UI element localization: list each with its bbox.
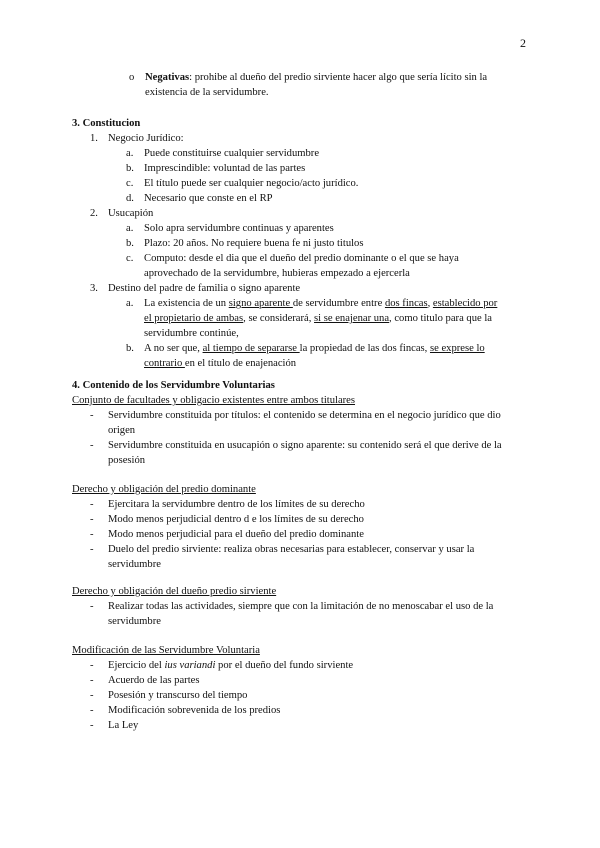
list-item — [72, 673, 528, 688]
dash-bullet: - — [90, 705, 94, 716]
list-item — [72, 703, 528, 718]
list-item — [72, 658, 528, 673]
list-text: Servidumbre constituida en usucapión o signo aparente: su contenido será el que derive de la — [108, 440, 502, 451]
list-text: Imprescindible: voluntad de las partes — [144, 163, 306, 174]
modificacion-title: Modificación de las Servidumbre Voluntaria — [72, 645, 260, 656]
list-text-continued: origen — [108, 425, 136, 436]
section-modificacion — [72, 643, 528, 733]
list-label: Destino del padre de familia o signo aparente — [108, 283, 301, 294]
list-item — [72, 296, 528, 311]
list-marker: a. — [126, 148, 134, 159]
list-marker: b. — [126, 343, 134, 354]
underlined-text: signo aparente — [228, 298, 293, 309]
text-run: en el título de enajenación — [184, 358, 297, 369]
underlined-text: al tiempo de separarse — [202, 343, 300, 354]
list-text: Puede constituirse cualquier servidumbre — [144, 148, 320, 159]
section-constitucion — [72, 116, 528, 371]
list-marker: a. — [126, 298, 134, 309]
underlined-text: si se enajenar una — [314, 313, 390, 324]
list-label: Negocio Jurídico: — [108, 133, 184, 144]
dash-bullet: - — [90, 690, 94, 701]
list-text-continued: servidumbre — [108, 616, 161, 627]
list-text-continued — [72, 356, 528, 371]
list-text-continued — [72, 311, 528, 326]
section-predio-sirviente — [72, 584, 528, 629]
section-contenido — [72, 378, 528, 468]
list-text: Servidumbre constituida por títulos: el contenido se determina en el negocio jurídico que dio — [108, 410, 501, 421]
list-text: Realizar todas las actividades, siempre que con la limitación de no menoscabar el uso de la — [108, 601, 494, 612]
list-label: Usucapión — [108, 208, 154, 219]
list-number: 1. — [90, 133, 98, 144]
dash-bullet: - — [90, 544, 94, 555]
list-text: El título puede ser cualquier negocio/acto jurídico. — [144, 178, 359, 189]
text-run: A no ser que, — [144, 343, 203, 354]
dash-bullet: - — [90, 601, 94, 612]
list-text: Duelo del predio sirviente: realiza obras necesarias para establecer, conservar y usar la — [108, 544, 475, 555]
list-item — [72, 161, 528, 176]
list-item — [72, 251, 528, 266]
list-text: Acuerdo de las partes — [108, 675, 200, 686]
list-item — [72, 281, 528, 296]
list-item — [72, 512, 528, 527]
negativas-term: Negativas — [145, 72, 190, 83]
text-run: , se considerará, — [243, 313, 315, 324]
list-item — [72, 718, 528, 733]
dash-bullet: - — [90, 529, 94, 540]
text-run: , — [427, 298, 433, 309]
list-text: Ejercitara la servidumbre dentro de los límites de su derecho — [108, 499, 365, 510]
dash-bullet: - — [90, 499, 94, 510]
italic-text: ius variandi — [164, 660, 216, 671]
list-text-continued: servidumbre — [108, 559, 161, 570]
list-item — [72, 599, 528, 614]
list-item — [72, 688, 528, 703]
dash-bullet: - — [90, 440, 94, 451]
list-text-continued: servidumbre continúe, — [144, 328, 239, 339]
list-text: Modo menos perjudicial para el dueño del predio dominante — [108, 529, 364, 540]
list-text: Modo menos perjudicial dentro d e los límites de su derecho — [108, 514, 364, 525]
list-text: Modificación sobrevenida de los predios — [108, 705, 281, 716]
list-item — [72, 527, 528, 542]
list-text: Computo: desde el dia que el dueño del predio dominante o el que se haya — [144, 253, 459, 264]
dash-bullet: - — [90, 410, 94, 421]
text-run: de servidumbre entre — [292, 298, 385, 309]
negativas-item — [72, 70, 528, 100]
list-item — [72, 438, 528, 453]
sirviente-title: Derecho y obligación del dueño predio sirviente — [72, 586, 277, 597]
list-number: 3. — [90, 283, 98, 294]
list-text-continued: aprovechado de la servidumbre, hubieras empezado a ejercerla — [144, 268, 410, 279]
list-marker: b. — [126, 163, 134, 174]
list-marker: c. — [126, 253, 134, 264]
section-3-title: 3. Constitucion — [72, 118, 141, 129]
list-item — [72, 408, 528, 423]
list-marker: b. — [126, 238, 134, 249]
list-item — [72, 236, 528, 251]
list-item — [72, 176, 528, 191]
list-text: Posesión y transcurso del tiempo — [108, 690, 248, 701]
underlined-text: se exprese lo — [429, 343, 485, 354]
dominante-title: Derecho y obligación del predio dominante — [72, 484, 256, 495]
dash-bullet: - — [90, 514, 94, 525]
section-4-title: 4. Contenido de los Servidumbre Voluntarias — [72, 380, 275, 391]
list-marker: a. — [126, 223, 134, 234]
text-run: , como titulo para que la — [389, 313, 493, 324]
dash-bullet: - — [90, 675, 94, 686]
list-number: 2. — [90, 208, 98, 219]
dash-bullet: - — [90, 720, 94, 731]
underlined-text: dos fincas — [384, 298, 428, 309]
underlined-text: contrario — [144, 358, 185, 369]
underlined-text: establecido por — [432, 298, 498, 309]
dash-bullet: - — [90, 660, 94, 671]
text-run: la propiedad de las dos fincas, — [299, 343, 430, 354]
section-predio-dominante — [72, 482, 528, 572]
text-run: Ejercicio del — [108, 660, 165, 671]
list-item — [72, 341, 528, 356]
list-text: Plazo: 20 años. No requiere buena fe ni justo titulos — [144, 238, 364, 249]
list-item — [72, 146, 528, 161]
list-text: Necesario que conste en el RP — [144, 193, 273, 204]
list-item — [72, 542, 528, 557]
list-item — [72, 206, 528, 221]
page-number: 2 — [520, 36, 526, 50]
negativas-text: : prohibe al dueño del predio sirviente hacer algo que sería lícito sin la existencia de la servidumbre. — [145, 72, 488, 98]
list-item — [72, 221, 528, 236]
list-text: La Ley — [108, 720, 139, 731]
list-text-continued: posesión — [108, 455, 146, 466]
list-text: Solo apra servidumbre continuas y aparentes — [144, 223, 334, 234]
list-marker: d. — [126, 193, 134, 204]
list-item — [72, 191, 528, 206]
underlined-text: el propietario de ambas — [144, 313, 244, 324]
text-run: por el dueño del fundo sirviente — [215, 660, 354, 671]
circle-bullet: o — [129, 72, 135, 83]
text-run: La existencia de un — [144, 298, 229, 309]
list-item — [72, 131, 528, 146]
list-item — [72, 497, 528, 512]
section-4-subtitle: Conjunto de facultades y obligacio existentes entre ambos titulares — [72, 395, 356, 406]
list-marker: c. — [126, 178, 134, 189]
